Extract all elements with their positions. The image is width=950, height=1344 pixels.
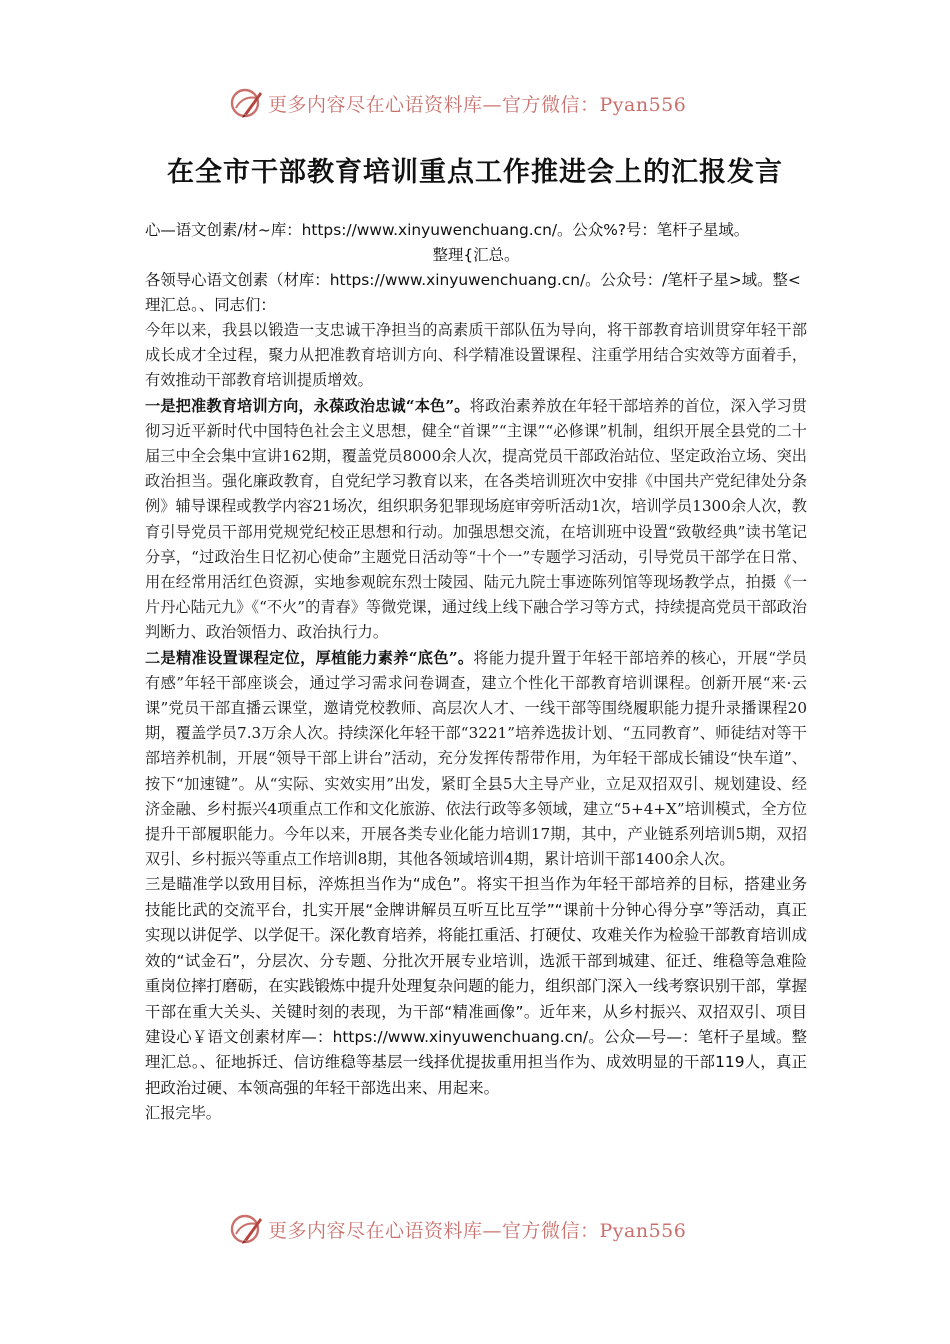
section-3: 三是瞄准学以致用目标，淬炼担当作为“成色”。将实干担当作为年轻干部培养的目标，搭建业务技能比武的交流平台，扎实开展“金牌讲解员互听互比互学”“课前十分钟心得分享”等活动，真正实现以讲促学、以学促干。深化教育培养，将能扛重活、打硬仗、攻难关作为检验干部教育培训成效的“试金石”，分层次、分专题、分批次开展专业培训，选派干部到城建、征迁、维稳等急难险重岗位摔打磨砺，在实践锻炼中提升处理复杂问题的能力，组织部门深入一线考察识别干部，掌握干部在重大关头、关键时刻的表现，为干部“精准画像”。近年来，从乡村振兴、双招双引、项目建设心￥语文创素材库—：https://www.xinyuwenchuang.cn/。公众—号—：笔杆子星域。整理汇总。、征地拆迁、信访维稳等基层一线择优提拔重用担当作为、成效明显的干部119人，真正把政治过硬、本领高强的年轻干部选出来、用起来。 bbox=[145, 875, 807, 1097]
section-1 bbox=[145, 394, 807, 646]
section-2-heading: 二是精准设置课程定位，厚植能力素养“底色”。 bbox=[145, 648, 474, 667]
section-2-body: 将能力提升置于年轻干部培养的核心，开展“学员有感”年轻干部座谈会，通过学习需求问卷调查，建立个性化干部教育培训课程。创新开展“来·云课”党员干部直播云课堂，邀请党校教师、高层次人才、一线干部等围绕履职能力提升录播课程20期，覆盖学员7.3万余人次。持续深化年轻干部“3221”培养选拔计划、“五同教育”、师徒结对等干部培养机制，开展“领导干部上讲台”活动，充分发挥传帮带作用，为年轻干部成长铺设“快车道”、按下“加速键”。从“实际、实效实用”出发，紧盯全县5大主导产业，立足双招双引、规划建设、经济金融、乡村振兴4项重点工作和文化旅游、依法行政等多领域，建立“5+4+X”培训模式，全方位提升干部履职能力。今年以来，开展各类专业化能力培训17期，其中，产业链系列培训5期，双招双引、乡村振兴等重点工作培训8期，其他各领域培训4期，累计培训干部1400余人次。 bbox=[145, 648, 807, 869]
section-2 bbox=[145, 646, 807, 873]
section-1-body: 将政治素养放在年轻干部培养的首位，深入学习贯彻习近平新时代中国特色社会主义思想，健全“首课”“主课”“必修课”机制，组织开展全县党的二十届三中全会集中宣讲162期，覆盖党员8000余人次，提高党员干部政治站位、坚定政治立场、突出政治担当。强化廉政教育，自党纪学习教育以来，在各类培训班次中安排《中国共产党纪律处分条例》辅导课程或教学内容21场次，组织职务犯罪现场庭审旁听活动1次，培训学员1300余人次，教育引导党员干部用党规党纪校正思想和行动。加强思想交流，在培训班中设置“致敬经典”读书笔记分享，“过政治生日忆初心使命”主题党日活动等“十个一”专题学习活动，引导党员干部学在日常、用在经常用活红色资源，实地参观皖东烈士陵园、陆元九院士事迹陈列馆等现场教学点，拍摄《一片丹心陆元九》《“不火”的青春》等微党课，通过线上线下融合学习等方式，持续提高党员干部政治判断力、政治领悟力、政治执行力。 bbox=[145, 396, 807, 642]
watermark-text: 更多内容尽在心语资料库—官方微信：Pyan556 bbox=[268, 94, 687, 116]
watermark-text: 更多内容尽在心语资料库—官方微信：Pyan556 bbox=[268, 1220, 687, 1242]
header-line-1: 心—语文创素/材~库：https://www.xinyuwenchuang.cn/。公众%?号：笔杆子星域。 bbox=[145, 221, 750, 239]
closing-line: 汇报完毕。 bbox=[145, 1104, 221, 1123]
greeting: 各领导心语文创素（材库：https://www.xinyuwenchuang.cn/。公众号：/笔杆子星>域。整<理汇总。、同志们： bbox=[145, 271, 801, 314]
pen-logo-icon bbox=[230, 1212, 264, 1246]
pen-logo-icon bbox=[230, 86, 264, 120]
document-title: 在全市干部教育培训重点工作推进会上的汇报发言 bbox=[167, 157, 783, 188]
watermark-top bbox=[0, 84, 950, 124]
document-body bbox=[145, 218, 807, 1126]
watermark-bottom bbox=[0, 1210, 950, 1250]
section-1-heading: 一是把准教育培训方向，永葆政治忠诚“本色”。 bbox=[145, 396, 470, 415]
header-line-2: 整理{汇总。 bbox=[432, 246, 520, 264]
intro-paragraph: 今年以来，我县以锻造一支忠诚干净担当的高素质干部队伍为导向，将干部教育培训贯穿年轻干部成长成才全过程，聚力从把准教育培训方向、科学精准设置课程、注重学用结合实效等方面着手，有效推动干部教育培训提质增效。 bbox=[145, 321, 807, 390]
